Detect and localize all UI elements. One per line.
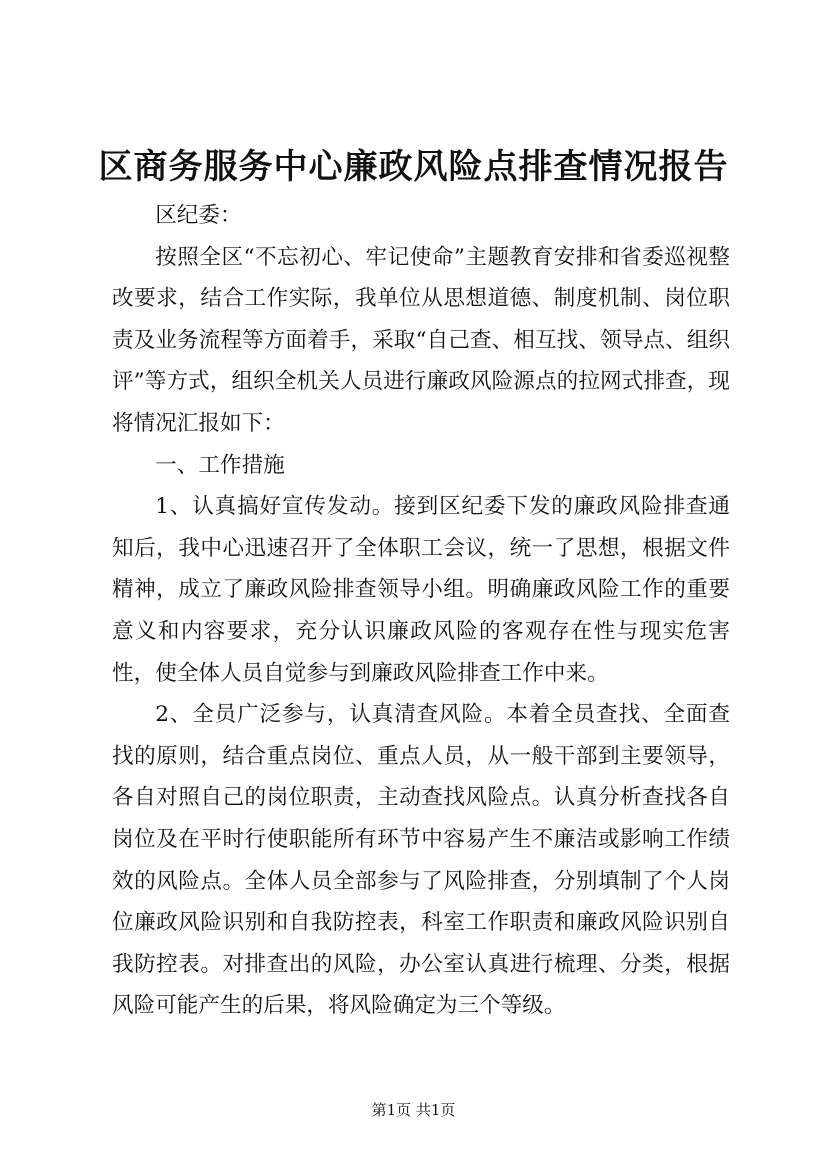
section-heading: 一、工作措施 [155,452,285,478]
document-body [112,195,730,1027]
paragraph-intro: 按照全区“不忘初心、牢记使命”主题教育安排和省委巡视整改要求，结合工作实际，我单位从思想道德、制度机制、岗位职责及业务流程等方面着手，采取“自己查、相互找、领导点、组织评”等方式，组织全机关人员进行廉政风险源点的拉网式排查，现将情况汇报如下： [112,244,730,436]
paragraph-measure-1: 1、认真搞好宣传发动。接到区纪委下发的廉政风险排查通知后，我中心迅速召开了全体职工会议，统一了思想，根据文件精神，成立了廉政风险排查领导小组。明确廉政风险工作的重要意义和内容要求，充分认识廉政风险的客观存在性与现实危害性，使全体人员自觉参与到廉政风险排查工作中来。 [112,494,730,686]
page-number: 第1页 共1页 [371,1101,456,1119]
salutation: 区纪委： [155,203,242,228]
document-title: 区商务服务中心廉政风险点排查情况报告 [98,147,729,187]
paragraph-measure-2: 2、全员广泛参与，认真清查风险。本着全员查找、全面查找的原则，结合重点岗位、重点人员，从一般干部到主要领导，各自对照自己的岗位职责，主动查找风险点。认真分析查找各自岗位及在平时行使职能所有环节中容易产生不廉洁或影响工作绩效的风险点。全体人员全部参与了风险排查，分别填制了个人岗位廉政风险识别和自我防控表，科室工作职责和廉政风险识别自我防控表。对排查出的风险，办公室认真进行梳理、分类，根据风险可能产生的后果，将风险确定为三个等级。 [112,702,730,1019]
